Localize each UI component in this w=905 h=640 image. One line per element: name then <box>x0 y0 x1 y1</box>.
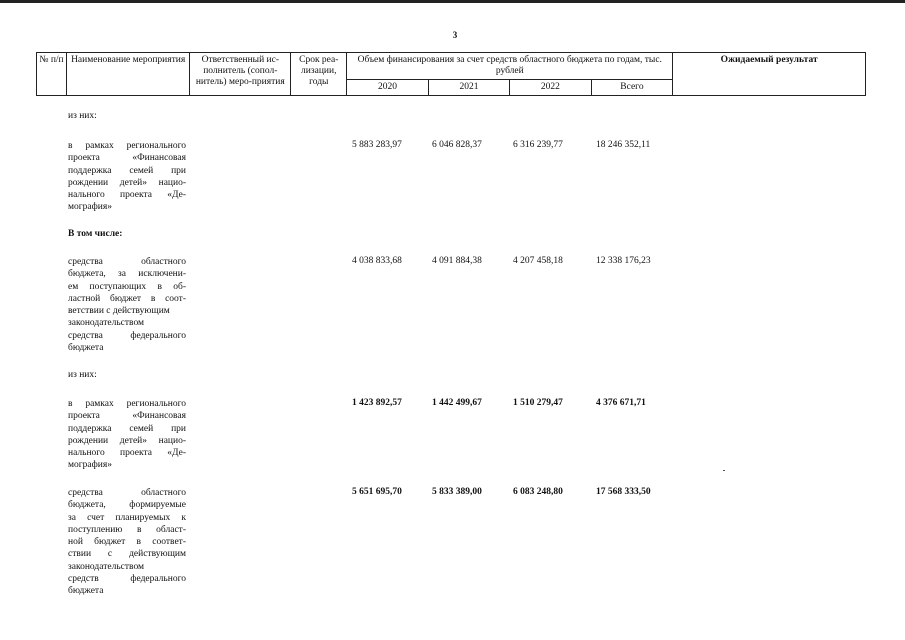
header-col-result: Ожидаемый результат <box>673 53 866 96</box>
value-total: 12 338 176,23 <box>596 256 651 266</box>
value-2021: 5 833 389,00 <box>432 487 482 497</box>
row-description: в рамках регионального проекта «Финансовая поддержка семей при рождении детей» нацио- нального проекта «Де- мография» <box>68 141 186 213</box>
value-2021: 6 046 828,37 <box>432 140 482 150</box>
scan-speck <box>723 470 725 471</box>
table-header <box>36 52 866 96</box>
value-2020: 5 651 695,70 <box>352 487 402 497</box>
header-col-financing: Объем финансирования за счет средств областного бюджета по годам, тыс. рублей <box>347 53 673 80</box>
value-2022: 1 510 279,47 <box>513 398 563 408</box>
value-2022: 6 083 248,80 <box>513 487 563 497</box>
header-col-executor: Ответственный ис-полнитель (сопол-нитель) меро-приятия <box>190 53 291 96</box>
value-2022: 6 316 239,77 <box>513 140 563 150</box>
value-2021: 1 442 499,67 <box>432 398 482 408</box>
header-year-total: Всего <box>591 80 673 96</box>
row-label: из них: <box>68 111 97 121</box>
row-label: В том числе: <box>68 229 123 239</box>
row-description: в рамках регионального проекта «Финансовая поддержка семей при рождении детей» нацио- нального проекта «Де- мография» <box>68 399 186 471</box>
value-2020: 5 883 283,97 <box>352 140 402 150</box>
row-label: из них: <box>68 370 97 380</box>
header-col-period: Срок реа-лизации, годы <box>291 53 347 96</box>
value-2020: 4 038 833,68 <box>352 256 402 266</box>
header-year-2020: 2020 <box>347 80 428 96</box>
value-total: 4 376 671,71 <box>596 398 646 408</box>
row-description: средства областного бюджета, формируемые за счет планируемых к поступлению в област- ной бюджет в соответ- ствии с действующим законодательством средств федерального бюджета <box>68 488 186 597</box>
value-total: 18 246 352,11 <box>596 140 651 150</box>
header-col-name: Наименование мероприятия <box>67 53 190 96</box>
value-2020: 1 423 892,57 <box>352 398 402 408</box>
value-2022: 4 207 458,18 <box>513 256 563 266</box>
row-description: средства областного бюджета, за исключени- ем поступающих в об- ластной бюджет в соот- ветствии с действующим законодательством средства федерального бюджета <box>68 257 186 354</box>
value-2021: 4 091 884,38 <box>432 256 482 266</box>
scan-top-border <box>0 0 905 3</box>
value-total: 17 568 333,50 <box>596 487 651 497</box>
page-number: 3 <box>452 30 458 40</box>
header-year-2022: 2022 <box>510 80 591 96</box>
header-col-number: № п/п <box>37 53 67 96</box>
header-year-2021: 2021 <box>428 80 509 96</box>
